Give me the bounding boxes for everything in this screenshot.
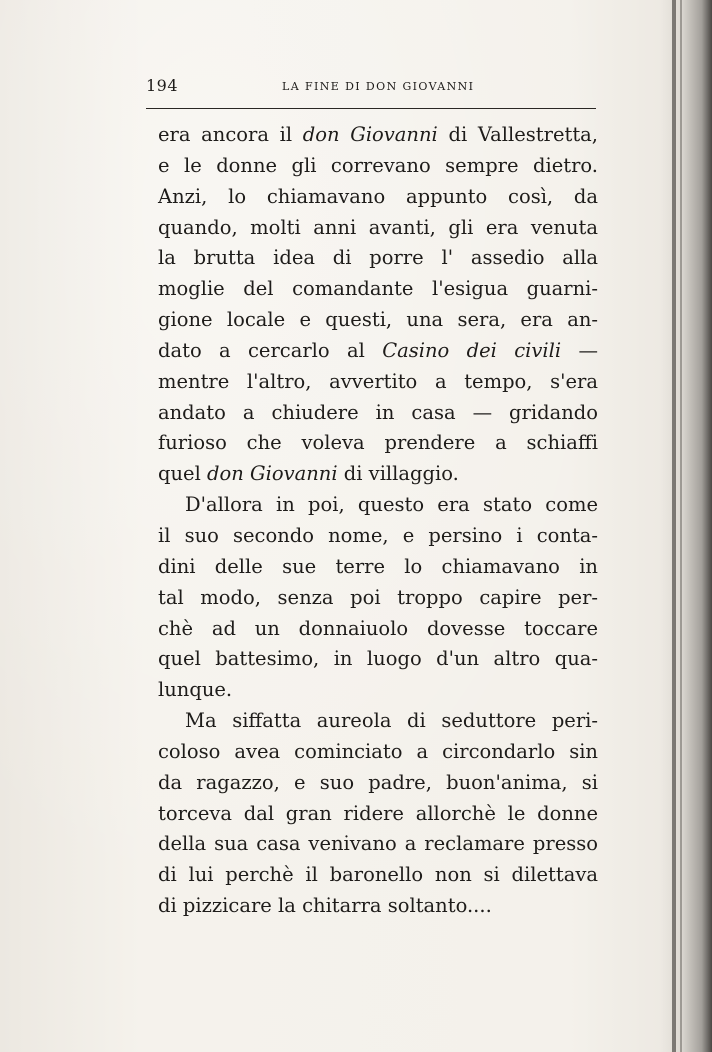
italic-term: don Giovanni (302, 123, 438, 146)
text-line: da ragazzo, e suo padre, buon'anima, si (158, 770, 598, 794)
text-line: dini delle sue terre lo chiamavano in (158, 554, 598, 578)
text-line: gione locale e questi, una sera, era an- (158, 308, 598, 332)
running-title: LA FINE DI DON GIOVANNI (282, 80, 475, 93)
binding-gutter-shadow (660, 0, 712, 1052)
text-line: quando, molti anni avanti, gli era venuta (158, 215, 598, 239)
header-rule (146, 108, 596, 109)
italic-term: Casino dei civili (382, 338, 562, 362)
text-line: di lui perchè il baronello non si dilettava (158, 863, 598, 887)
page-number: 194 (146, 76, 179, 95)
binding-edge (672, 0, 676, 1052)
text-line: mentre l'altro, avvertito a tempo, s'era (158, 369, 598, 393)
text-line: coloso avea cominciato a circondarlo sin (158, 739, 598, 763)
binding-edge-inner (680, 0, 682, 1052)
text-line: D'allora in poi, questo era stato come (185, 493, 598, 517)
text-line: moglie del comandante l'esigua guarni- (158, 277, 598, 301)
text-line: la brutta idea di porre l' assedio alla (158, 246, 598, 270)
page-header (146, 74, 596, 100)
text-line: della sua casa venivano a reclamare presso (158, 832, 598, 856)
text-line: e le donne gli correvano sempre dietro. (158, 153, 598, 177)
text-line: il suo secondo nome, e persino i conta- (158, 523, 598, 547)
text-line: andato a chiudere in casa — gridando (158, 400, 598, 424)
text-line: Anzi, lo chiamavano appunto così, da (158, 184, 598, 208)
text-line: tal modo, senza poi troppo capire per- (158, 585, 598, 609)
text-line: furioso che voleva prendere a schiaffi (158, 431, 598, 455)
body-text (158, 120, 598, 922)
text-line: chè ad un donnaiuolo dovesse toccare (158, 616, 598, 640)
text-line: torceva dal gran ridere allorchè le donne (158, 801, 598, 825)
text-line: quel don Giovanni di villaggio. (158, 462, 459, 486)
text-line: Ma siffatta aureola di seduttore peri- (185, 709, 598, 733)
text-line: era ancora il don Giovanni di Vallestretta, (158, 123, 598, 146)
text-line: quel battesimo, in luogo d'un altro qua- (158, 647, 598, 671)
text-line: dato a cercarlo al Casino dei civili — (158, 338, 598, 362)
italic-term: don Giovanni (207, 462, 338, 486)
text-line: di pizzicare la chitarra soltanto.... (158, 894, 492, 918)
text-line: lunque. (158, 678, 233, 702)
